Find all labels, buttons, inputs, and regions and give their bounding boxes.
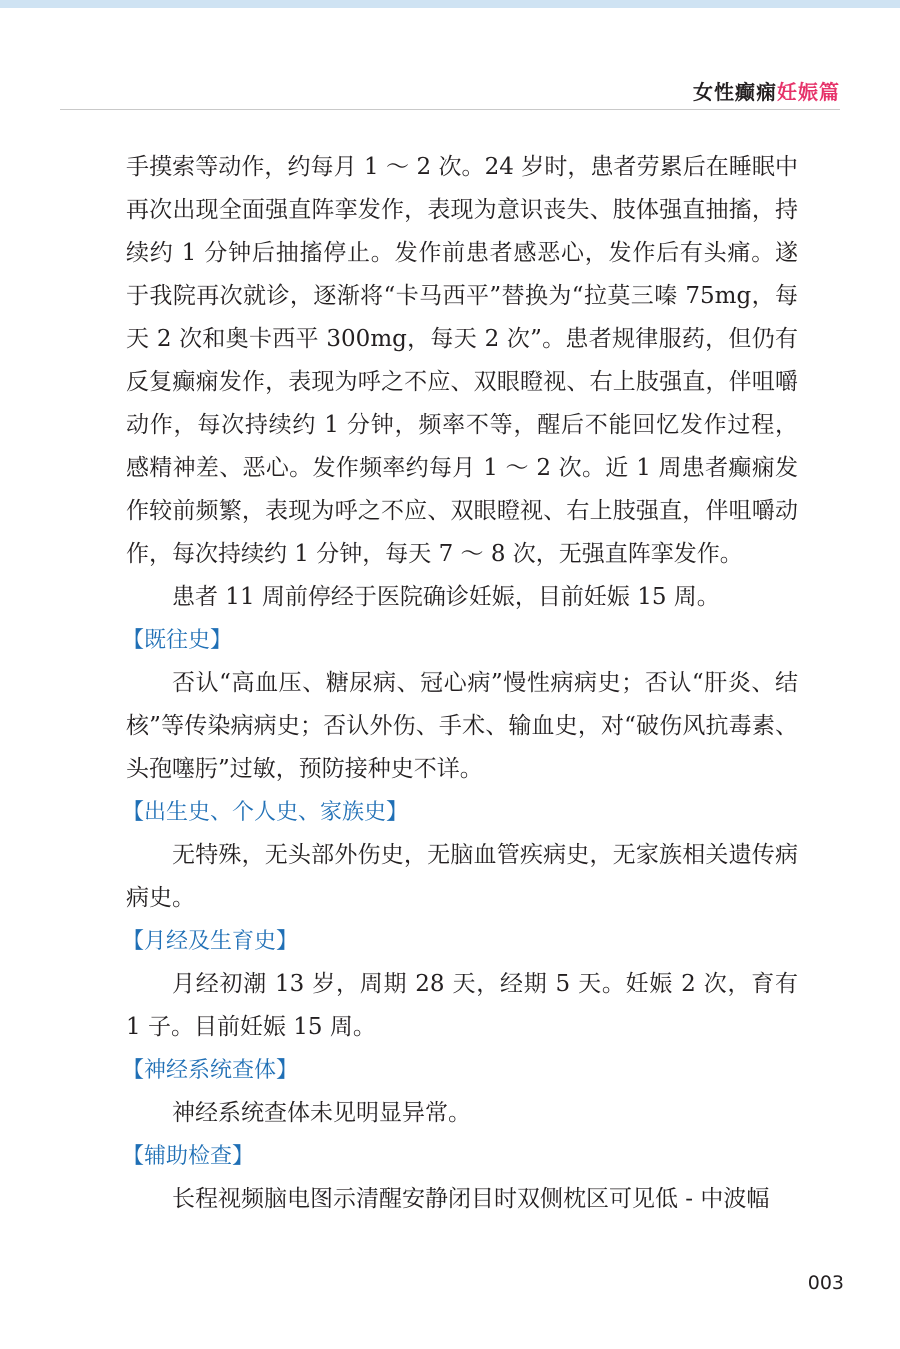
running-header [693,76,840,105]
section-heading-neuro-exam [122,1049,798,1092]
header-book-title: 女性癫痫 [693,80,777,104]
heading-bracket-close: 】 [276,1058,299,1083]
past-history-text: 否认“高血压、糖尿病、冠心病”慢性病病史；否认“肝炎、结核”等传染病病史；否认外伤、手术、输血史，对“破伤风抗毒素、头孢噻肟”过敏，预防接种史不详。 [126,670,798,782]
heading-title: 神经系统查体 [144,1058,277,1083]
heading-title: 辅助检查 [144,1144,233,1169]
heading-bracket-close: 】 [210,628,233,653]
section-heading-menstrual-history [122,920,798,963]
heading-bracket-open: 【 [122,1144,145,1169]
section-heading-aux-exam [122,1135,798,1178]
page-number: 003 [807,1272,844,1294]
section-heading-personal-history [122,791,798,834]
personal-history-text: 无特殊，无头部外伤史，无脑血管疾病史，无家族相关遗传病病史。 [126,842,798,911]
heading-bracket-close: 】 [386,800,409,825]
aux-exam-text: 长程视频脑电图示清醒安静闭目时双侧枕区可见低 - 中波幅 [172,1186,770,1212]
body-paragraph: 患者 11 周前停经于医院确诊妊娠，目前妊娠 15 周。 [172,584,720,610]
header-divider [60,109,840,110]
section-heading-past-history [122,619,798,662]
header-section-title: 妊娠篇 [777,80,840,104]
page-content [122,146,798,1221]
body-paragraph: 手摸索等动作，约每月 1 ～ 2 次。24 岁时，患者劳累后在睡眠中再次出现全面强直阵挛发作，表现为意识丧失、肢体强直抽搐，持续约 1 分钟后抽搐停止。发作前患者感恶心，发作后有头痛。遂于我院再次就诊，逐渐将“卡马西平”替换为“拉莫三嗪 75mg，每天 2 次和奥卡西平 300mg，每天 2 次”。患者规律服药，但仍有反复癫痫发作，表现为呼之不应、双眼瞪视、右上肢强直，伴咀嚼动作，每次持续约 1 分钟，频率不等，醒后不能回忆发作过程，感精神差、恶心。发作频率约每月 1 ～ 2 次。近 1 周患者癫痫发作较前频繁，表现为呼之不应、双眼瞪视、右上肢强直，伴咀嚼动作，每次持续约 1 分钟，每天 7 ～ 8 次，无强直阵挛发作。 [126,154,798,567]
heading-bracket-open: 【 [122,628,145,653]
neuro-exam-text: 神经系统查体未见明显异常。 [172,1100,471,1126]
heading-bracket-close: 】 [232,1144,255,1169]
top-color-bar [0,0,900,8]
heading-bracket-open: 【 [122,1058,145,1083]
heading-bracket-open: 【 [122,800,145,825]
heading-title: 月经及生育史 [144,929,277,954]
heading-title: 出生史、个人史、家族史 [144,800,387,825]
heading-bracket-open: 【 [122,929,145,954]
menstrual-history-text: 月经初潮 13 岁，周期 28 天，经期 5 天。妊娠 2 次，育有 1 子。目前妊娠 15 周。 [126,971,798,1040]
heading-title: 既往史 [144,628,211,653]
heading-bracket-close: 】 [276,929,299,954]
